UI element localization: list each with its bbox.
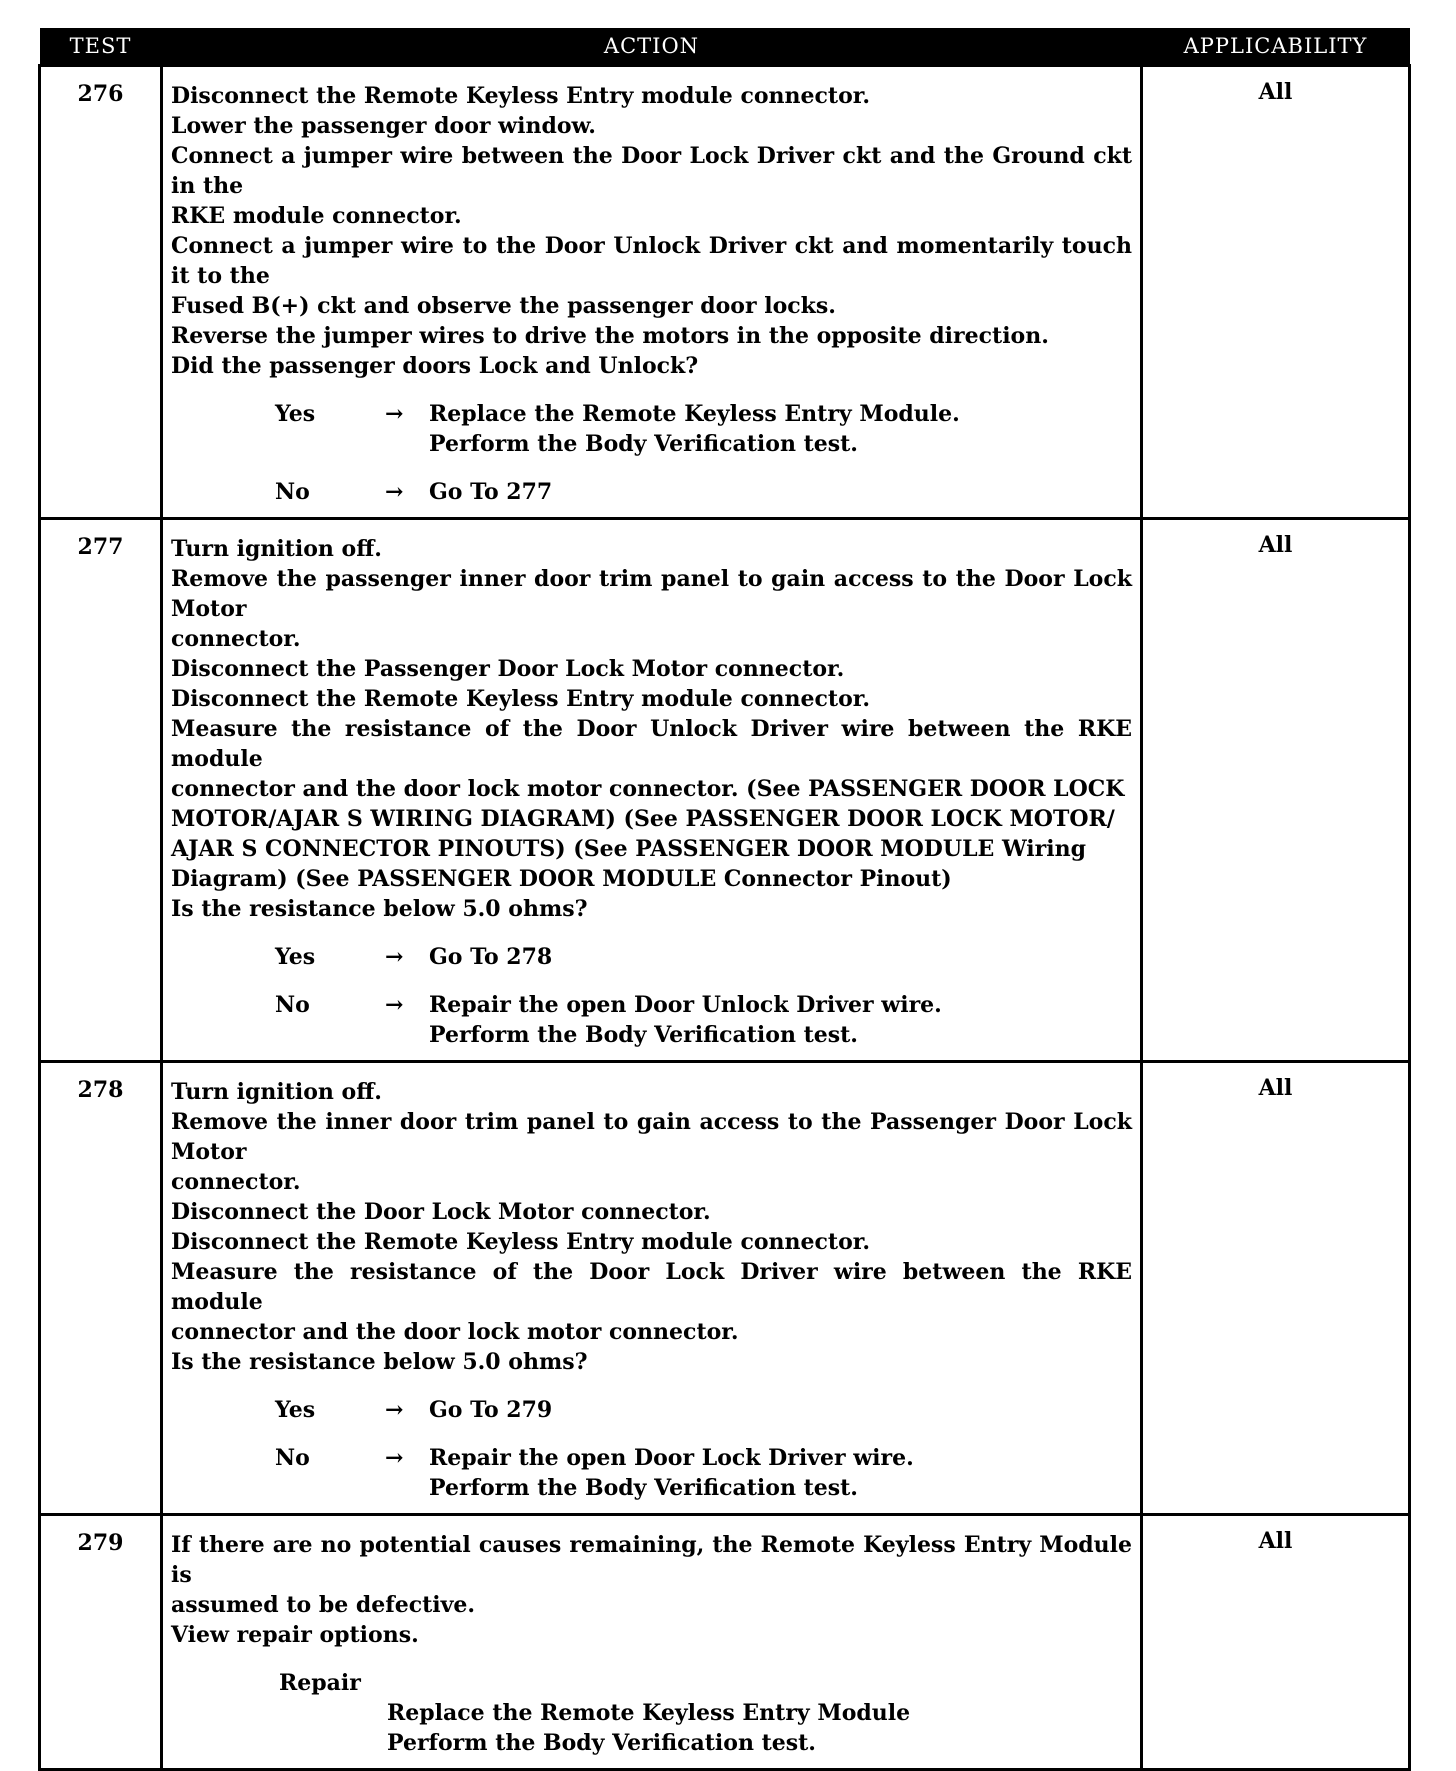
action-line: Measure the resistance of the Door Lock Driver wire between the RKE module <box>171 1259 1132 1315</box>
action-cell <box>162 66 1142 519</box>
outcome-line: Perform the Body Verification test. <box>429 1475 858 1501</box>
action-line: Turn ignition off. <box>171 536 382 562</box>
table-row <box>40 519 1410 1062</box>
arrow-icon: → <box>385 1445 404 1471</box>
applicability: All <box>1142 66 1410 519</box>
yes-outcome <box>429 399 960 459</box>
applicability: All <box>1142 1062 1410 1515</box>
arrow-icon: → <box>385 1397 404 1423</box>
action-line: View repair options. <box>171 1622 419 1648</box>
yes-outcome <box>429 942 552 972</box>
outcome-line: Repair the open Door Lock Driver wire. <box>429 1445 914 1471</box>
repair-step: Perform the Body Verification test. <box>387 1730 816 1756</box>
yes-result <box>171 399 1132 459</box>
no-outcome <box>429 477 552 507</box>
no-outcome <box>429 990 942 1050</box>
table-header-row <box>40 28 1410 66</box>
action-line: connector. <box>171 1169 301 1195</box>
table-row <box>40 1515 1410 1770</box>
outcome-line: Perform the Body Verification test. <box>429 431 858 457</box>
action-line: connector and the door lock motor connector. (See PASSENGER DOOR LOCK <box>171 776 1125 802</box>
action-line: Remove the passenger inner door trim panel to gain access to the Door Lock Motor <box>171 566 1132 622</box>
action-line: Disconnect the Passenger Door Lock Motor connector. <box>171 656 845 682</box>
test-number: 278 <box>40 1062 162 1515</box>
table-row <box>40 66 1410 519</box>
no-label: No <box>275 479 310 505</box>
outcome-line: Repair the open Door Unlock Driver wire. <box>429 992 942 1018</box>
action-cell <box>162 1062 1142 1515</box>
outcome-line: Go To 279 <box>429 1397 553 1423</box>
no-result <box>171 477 1132 507</box>
action-line: Fused B(+) ckt and observe the passenger door locks. <box>171 293 836 319</box>
outcome-line: Perform the Body Verification test. <box>429 1022 858 1048</box>
action-line: Disconnect the Remote Keyless Entry module connector. <box>171 686 870 712</box>
no-result <box>171 1443 1132 1503</box>
arrow-icon: → <box>385 992 404 1018</box>
action-line: assumed to be defective. <box>171 1592 476 1618</box>
action-line: Measure the resistance of the Door Unlock Driver wire between the RKE module <box>171 716 1132 772</box>
action-line: Disconnect the Remote Keyless Entry module connector. <box>171 1229 870 1255</box>
table-row <box>40 1062 1410 1515</box>
header-action: ACTION <box>162 28 1142 66</box>
action-line: Is the resistance below 5.0 ohms? <box>171 896 588 922</box>
action-line: connector. <box>171 626 301 652</box>
action-line: MOTOR/AJAR S WIRING DIAGRAM) (See PASSENGER DOOR LOCK MOTOR/ <box>171 806 1115 832</box>
yes-label: Yes <box>275 1397 316 1423</box>
action-line: Disconnect the Remote Keyless Entry module connector. <box>171 83 870 109</box>
test-table <box>38 28 1411 1771</box>
action-cell <box>162 519 1142 1062</box>
arrow-icon: → <box>385 479 404 505</box>
yes-result <box>171 1395 1132 1425</box>
no-result <box>171 990 1132 1050</box>
action-line: Reverse the jumper wires to drive the motors in the opposite direction. <box>171 323 1049 349</box>
repair-step: Replace the Remote Keyless Entry Module <box>387 1700 911 1726</box>
diagnostic-test-table <box>38 28 1408 1771</box>
no-label: No <box>275 1445 310 1471</box>
header-test: TEST <box>40 28 162 66</box>
arrow-icon: → <box>385 401 404 427</box>
header-applicability: APPLICABILITY <box>1142 28 1410 66</box>
action-line: Remove the inner door trim panel to gain access to the Passenger Door Lock Motor <box>171 1109 1132 1165</box>
action-line: Diagram) (See PASSENGER DOOR MODULE Connector Pinout) <box>171 866 952 892</box>
action-line: Turn ignition off. <box>171 1079 382 1105</box>
test-number: 277 <box>40 519 162 1062</box>
outcome-line: Go To 277 <box>429 479 553 505</box>
yes-label: Yes <box>275 944 316 970</box>
test-number: 279 <box>40 1515 162 1770</box>
action-cell <box>162 1515 1142 1770</box>
action-line: AJAR S CONNECTOR PINOUTS) (See PASSENGER DOOR MODULE Wiring <box>171 836 1086 862</box>
action-line: connector and the door lock motor connector. <box>171 1319 739 1345</box>
test-number: 276 <box>40 66 162 519</box>
action-line: Connect a jumper wire to the Door Unlock Driver ckt and momentarily touch it to the <box>171 233 1132 289</box>
action-line: Is the resistance below 5.0 ohms? <box>171 1349 588 1375</box>
action-line: RKE module connector. <box>171 203 462 229</box>
repair-steps <box>171 1698 1132 1758</box>
action-line: Connect a jumper wire between the Door Lock Driver ckt and the Ground ckt in the <box>171 143 1132 199</box>
outcome-line: Replace the Remote Keyless Entry Module. <box>429 401 960 427</box>
applicability: All <box>1142 519 1410 1062</box>
applicability: All <box>1142 1515 1410 1770</box>
yes-outcome <box>429 1395 552 1425</box>
yes-result <box>171 942 1132 972</box>
no-label: No <box>275 992 310 1018</box>
arrow-icon: → <box>385 944 404 970</box>
action-line: Disconnect the Door Lock Motor connector. <box>171 1199 711 1225</box>
yes-label: Yes <box>275 401 316 427</box>
repair-label: Repair <box>279 1670 361 1696</box>
no-outcome <box>429 1443 914 1503</box>
action-line: Did the passenger doors Lock and Unlock? <box>171 353 699 379</box>
action-line: If there are no potential causes remaining, the Remote Keyless Entry Module is <box>171 1532 1132 1588</box>
outcome-line: Go To 278 <box>429 944 553 970</box>
action-line: Lower the passenger door window. <box>171 113 596 139</box>
